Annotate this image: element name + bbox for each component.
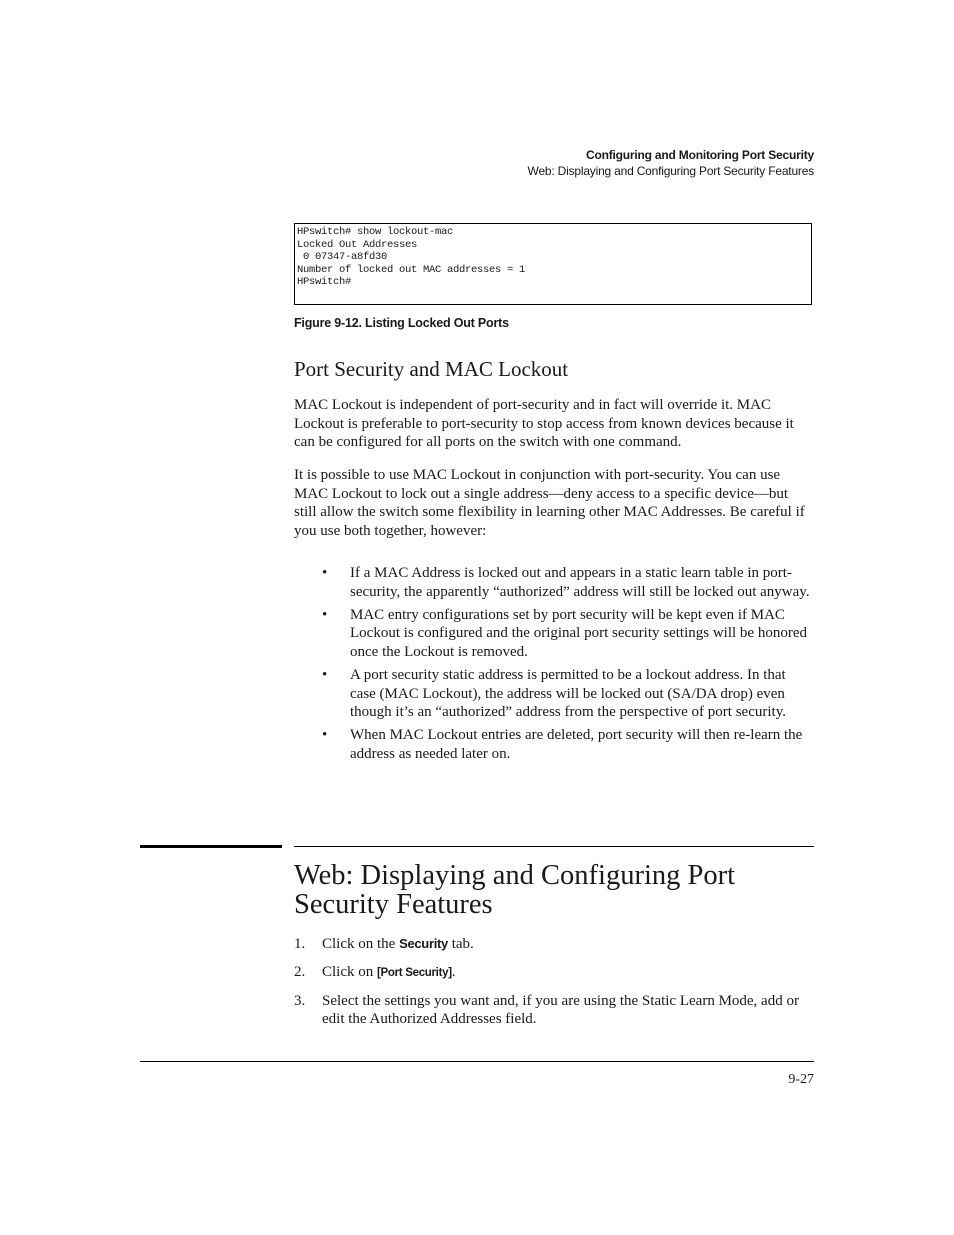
list-item <box>294 564 814 601</box>
terminal-line: HPswitch# <box>297 276 352 288</box>
list-item <box>294 935 814 954</box>
footer-divider <box>140 1061 814 1062</box>
bullet-icon: • <box>322 606 328 623</box>
step-number: 2. <box>294 963 306 980</box>
terminal-line: HPswitch# show lockout-mac <box>297 226 454 238</box>
step-number: 1. <box>294 936 306 952</box>
step-text: Click on <box>322 963 377 980</box>
section-heading-mac-lockout: Port Security and MAC Lockout <box>294 357 569 381</box>
list-item-text: A port security static address is permitted to be a lockout address. In that case (MAC Lockout), the address will be locked out (SA/DA drop) even though it’s an “authorized” address from the perspective of port security. <box>350 666 786 721</box>
terminal-line: 0 07347-a8fd30 <box>297 251 388 263</box>
web-steps-list <box>294 935 814 1038</box>
list-item <box>294 666 814 722</box>
running-header-chapter: Configuring and Monitoring Port Security <box>586 148 814 162</box>
terminal-line: Locked Out Addresses <box>297 238 418 251</box>
list-item-text: MAC entry configurations set by port security will be kept even if MAC Lockout is configured and the original port security settings will be honored once the Lockout is removed. <box>350 606 807 660</box>
caution-bullet-list <box>294 564 814 768</box>
list-item-text: When MAC Lockout entries are deleted, port security will then re-learn the address as needed later on. <box>350 727 803 762</box>
page-number: 9-27 <box>788 1072 814 1087</box>
bullet-icon: • <box>322 666 328 683</box>
list-item <box>294 726 814 763</box>
paragraph-mac-lockout-intro: MAC Lockout is independent of port-security and in fact will override it. MAC Lockout is preferable to port-security to stop access from known devices because it can be configured for all ports on the switch with one command. <box>294 397 794 451</box>
list-item-text: If a MAC Address is locked out and appears in a static learn table in port-security, the apparently “authorized” address will still be locked out anyway. <box>350 565 810 600</box>
terminal-line: Number of locked out MAC addresses = 1 <box>297 263 526 276</box>
paragraph-mac-lockout-conjunction: It is possible to use MAC Lockout in conjunction with port-security. You can use MAC Lockout to lock out a single address—deny access to a specific device—but still allow the switch some flexibility in learning other MAC Addresses. Be careful if you use both together, however: <box>294 467 805 539</box>
port-security-button-label: [Port Security] <box>377 966 452 979</box>
section-divider-thick <box>140 845 282 848</box>
terminal-output-box <box>294 223 812 305</box>
list-item <box>294 963 814 983</box>
list-item <box>294 606 814 662</box>
bullet-icon: • <box>322 727 328 744</box>
security-tab-label: Security <box>399 936 448 951</box>
step-number: 3. <box>294 992 306 1009</box>
section-heading-web-port-security: Web: Displaying and Configuring Port Security Features <box>294 860 735 920</box>
running-header-section: Web: Displaying and Configuring Port Security Features <box>527 164 814 178</box>
section-divider-thin <box>294 846 814 847</box>
step-text: . <box>451 963 456 980</box>
figure-caption: Figure 9-12. Listing Locked Out Ports <box>294 316 509 330</box>
step-text: Click on the <box>322 936 400 952</box>
bullet-icon: • <box>322 565 328 581</box>
list-item <box>294 992 814 1029</box>
step-text: Select the settings you want and, if you are using the Static Learn Mode, add or edit the Authorized Addresses field. <box>322 992 799 1028</box>
step-text: tab. <box>447 936 474 952</box>
